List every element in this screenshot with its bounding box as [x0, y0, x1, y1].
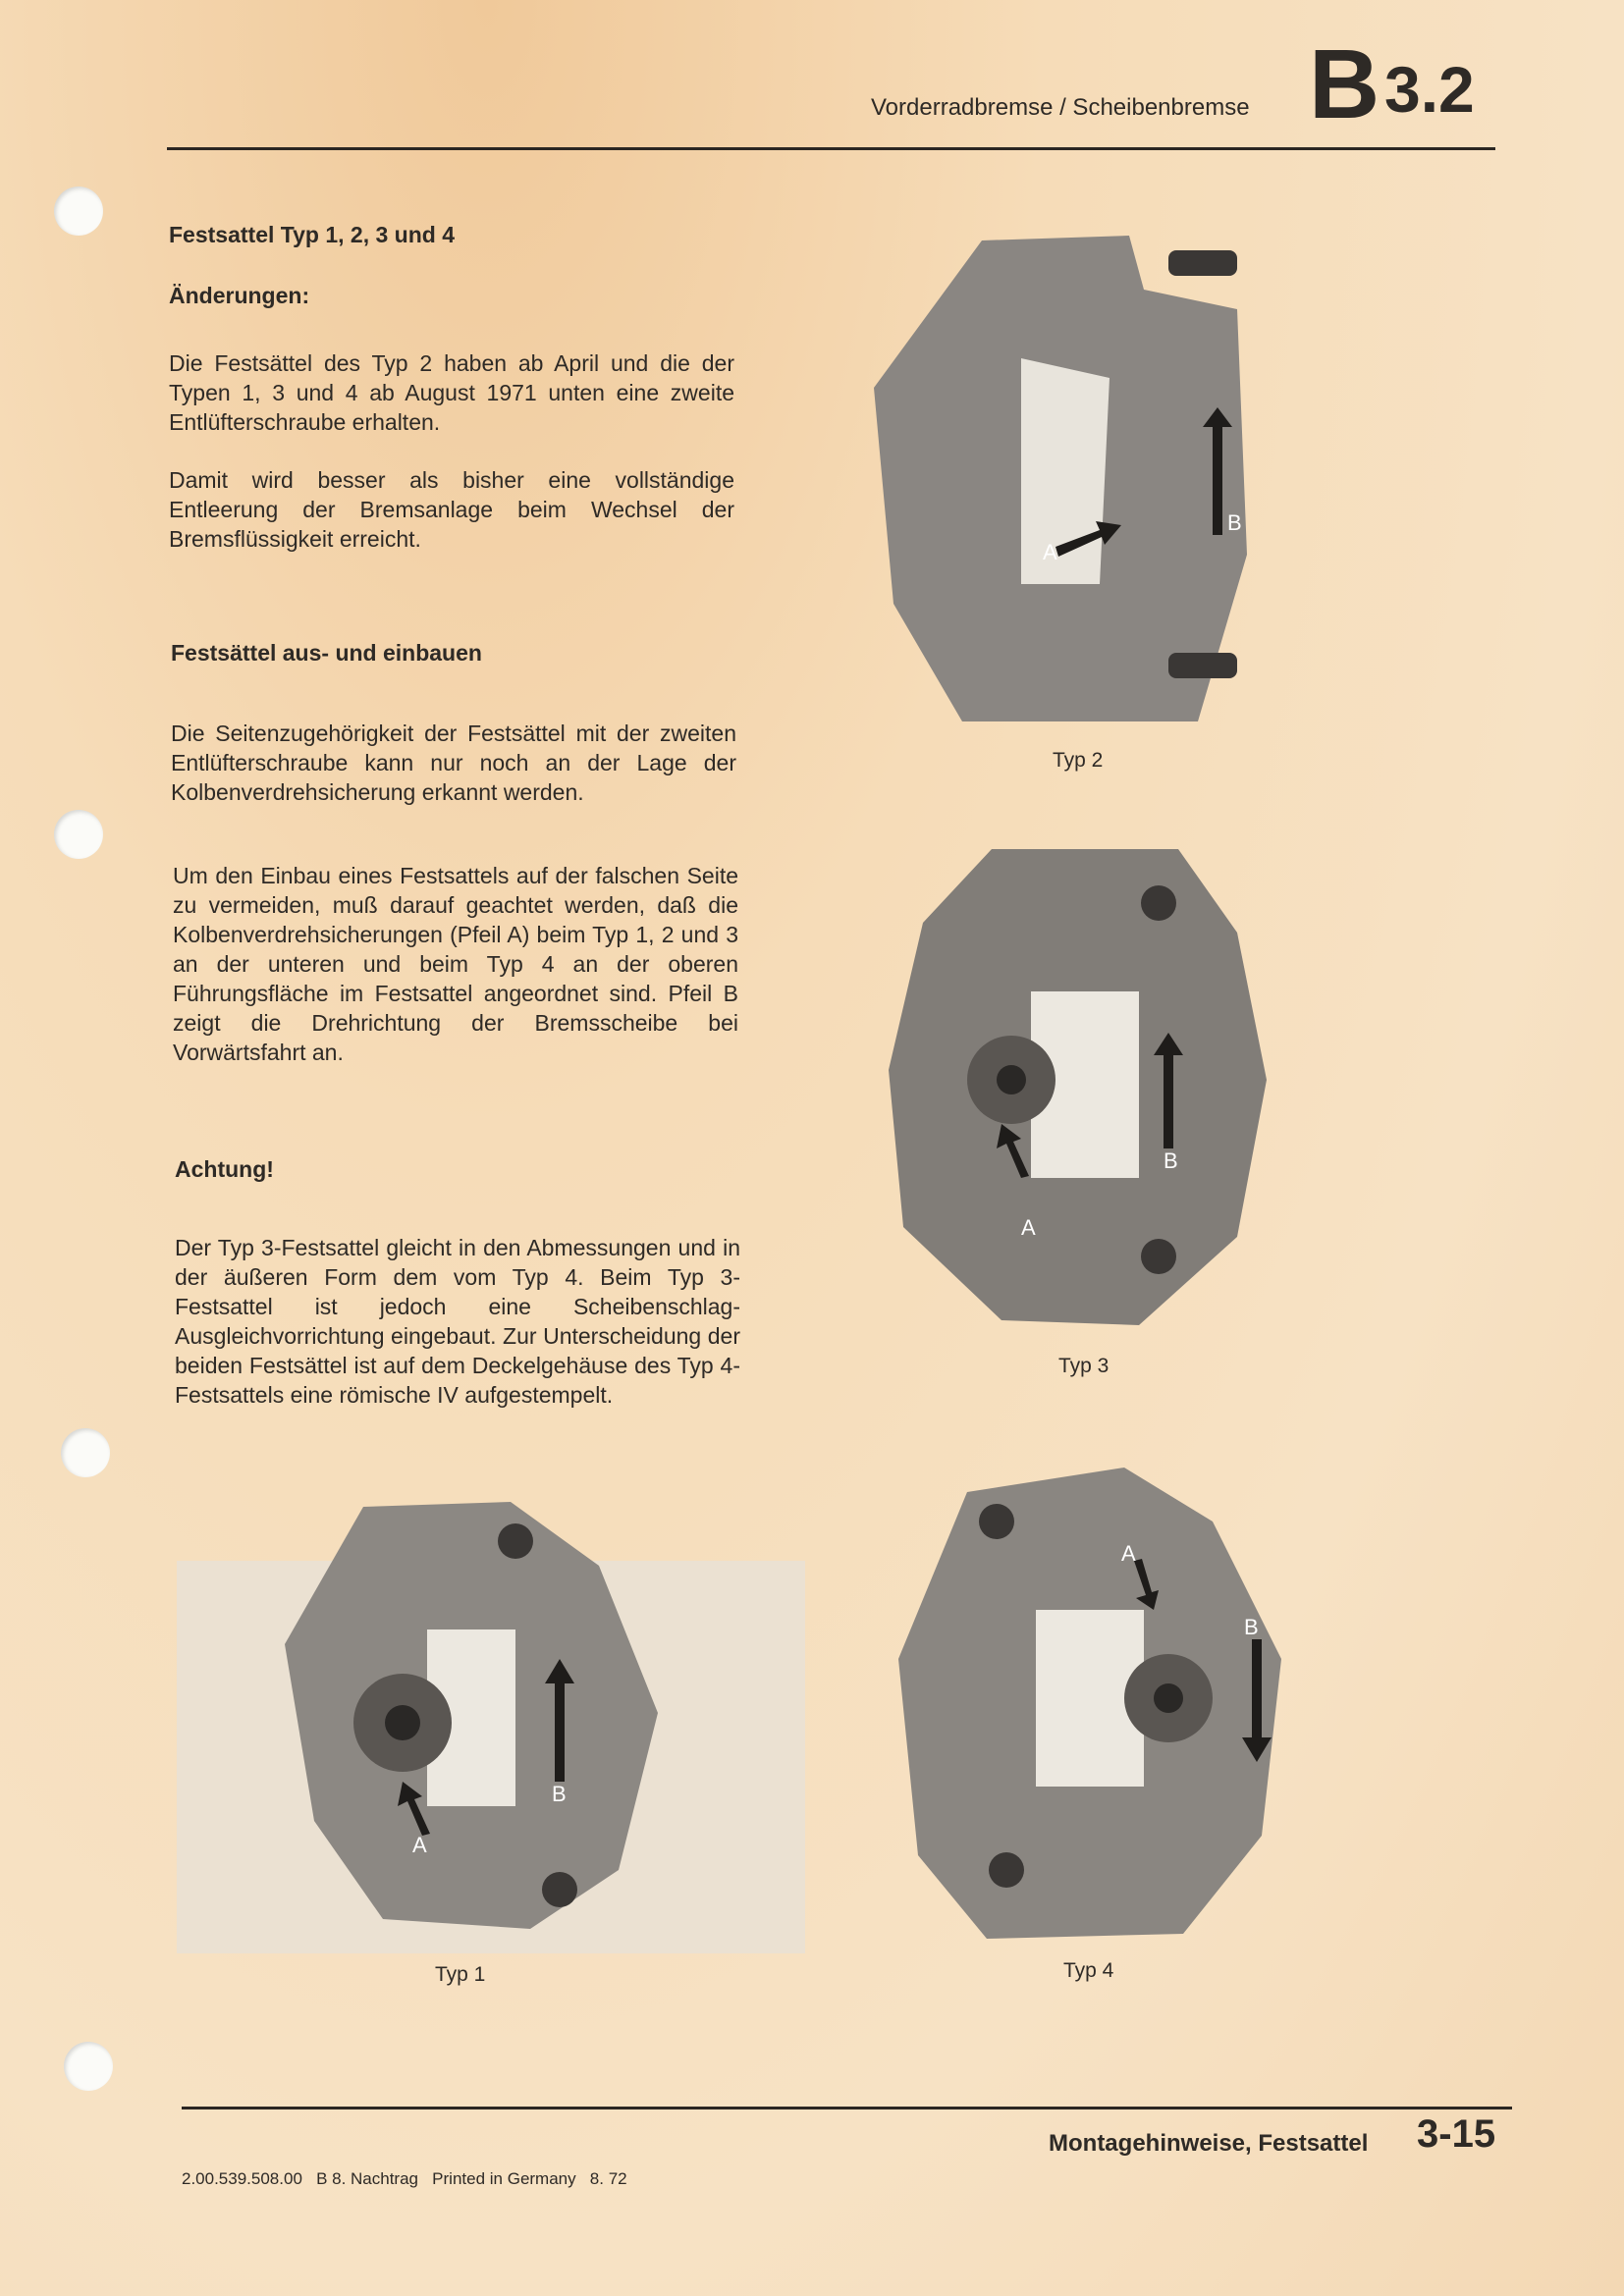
punch-hole: [64, 2042, 113, 2091]
section-number: 3.2: [1384, 53, 1475, 126]
arrow-a-label: A: [1043, 540, 1057, 564]
section-title: Vorderradbremse / Scheibenbremse: [871, 94, 1250, 121]
arrow-b-label: B: [552, 1782, 567, 1806]
heading-festsattel: Festsattel Typ 1, 2, 3 und 4: [169, 222, 455, 247]
arrow-b-label: B: [1227, 510, 1242, 535]
footer-rule: [182, 2107, 1512, 2109]
page-number: 3-15: [1417, 2112, 1496, 2156]
paragraph: Der Typ 3-Festsattel gleicht in den Abmessungen und in der äußeren Form dem vom Typ 4. Beim Typ 3-Festsattel ist jedoch eine Scheibenschlag-Ausgleichvorrichtung eingebaut. Zur Unterscheidung der beiden Festsättel ist auf dem Deckelgehäuse des Typ 4-Festsattels eine römische IV aufgestempelt.: [175, 1235, 740, 1408]
caliper-photo-typ4: [889, 1463, 1301, 1944]
arrow-a-label: A: [1021, 1215, 1036, 1240]
arrow-b-label: B: [1164, 1148, 1178, 1173]
paragraph: Die Festsättel des Typ 2 haben ab April und die der Typen 1, 3 und 4 ab August 1971 unten eine zweite Entlüfterschraube erhalten.: [169, 350, 734, 435]
caption-typ3: Typ 3: [1058, 1355, 1110, 1377]
caliper-photo-typ3: [884, 844, 1272, 1325]
header-rule: [167, 147, 1495, 150]
paragraph: Um den Einbau eines Festsattels auf der falschen Seite zu vermeiden, muß darauf geachtet werden, daß die Kolbenverdrehsicherungen (Pfeil A) beim Typ 1, 2 und 3 an der unteren und beim Typ 4 an der oberen Führungsfläche im Festsattel angeordnet sind. Pfeil B zeigt die Drehrichtung der Bremsscheibe bei Vorwärtsfahrt an.: [173, 863, 738, 1065]
heading-achtung: Achtung!: [175, 1156, 274, 1182]
caption-typ1: Typ 1: [435, 1963, 486, 1986]
caption-typ4: Typ 4: [1063, 1959, 1114, 1982]
footer-title: Montagehinweise, Festsattel: [1049, 2130, 1369, 2157]
caliper-photo-typ2: [864, 231, 1257, 726]
caliper-photo-typ1: [275, 1497, 668, 1929]
punch-hole: [54, 187, 103, 236]
heading-ausbauen: Festsättel aus- und einbauen: [171, 640, 482, 666]
caption-typ2: Typ 2: [1053, 749, 1104, 772]
punch-hole: [61, 1428, 110, 1477]
arrow-a-label: A: [412, 1833, 427, 1857]
arrow-a-label: A: [1121, 1541, 1136, 1566]
print-info: 2.00.539.508.00 B 8. Nachtrag Printed in Germany 8. 72: [182, 2169, 627, 2188]
punch-hole: [54, 810, 103, 859]
heading-aenderungen: Änderungen:: [169, 283, 310, 308]
paragraph: Damit wird besser als bisher eine vollständige Entleerung der Bremsanlage beim Wechsel der Bremsflüssigkeit erreicht.: [169, 467, 734, 552]
arrow-b-label: B: [1244, 1615, 1259, 1639]
section-letter: B: [1309, 29, 1380, 139]
paragraph: Die Seitenzugehörigkeit der Festsättel mit der zweiten Entlüfterschraube kann nur noch an der Lage der Kolbenverdrehsicherung erkannt werden.: [171, 721, 736, 805]
